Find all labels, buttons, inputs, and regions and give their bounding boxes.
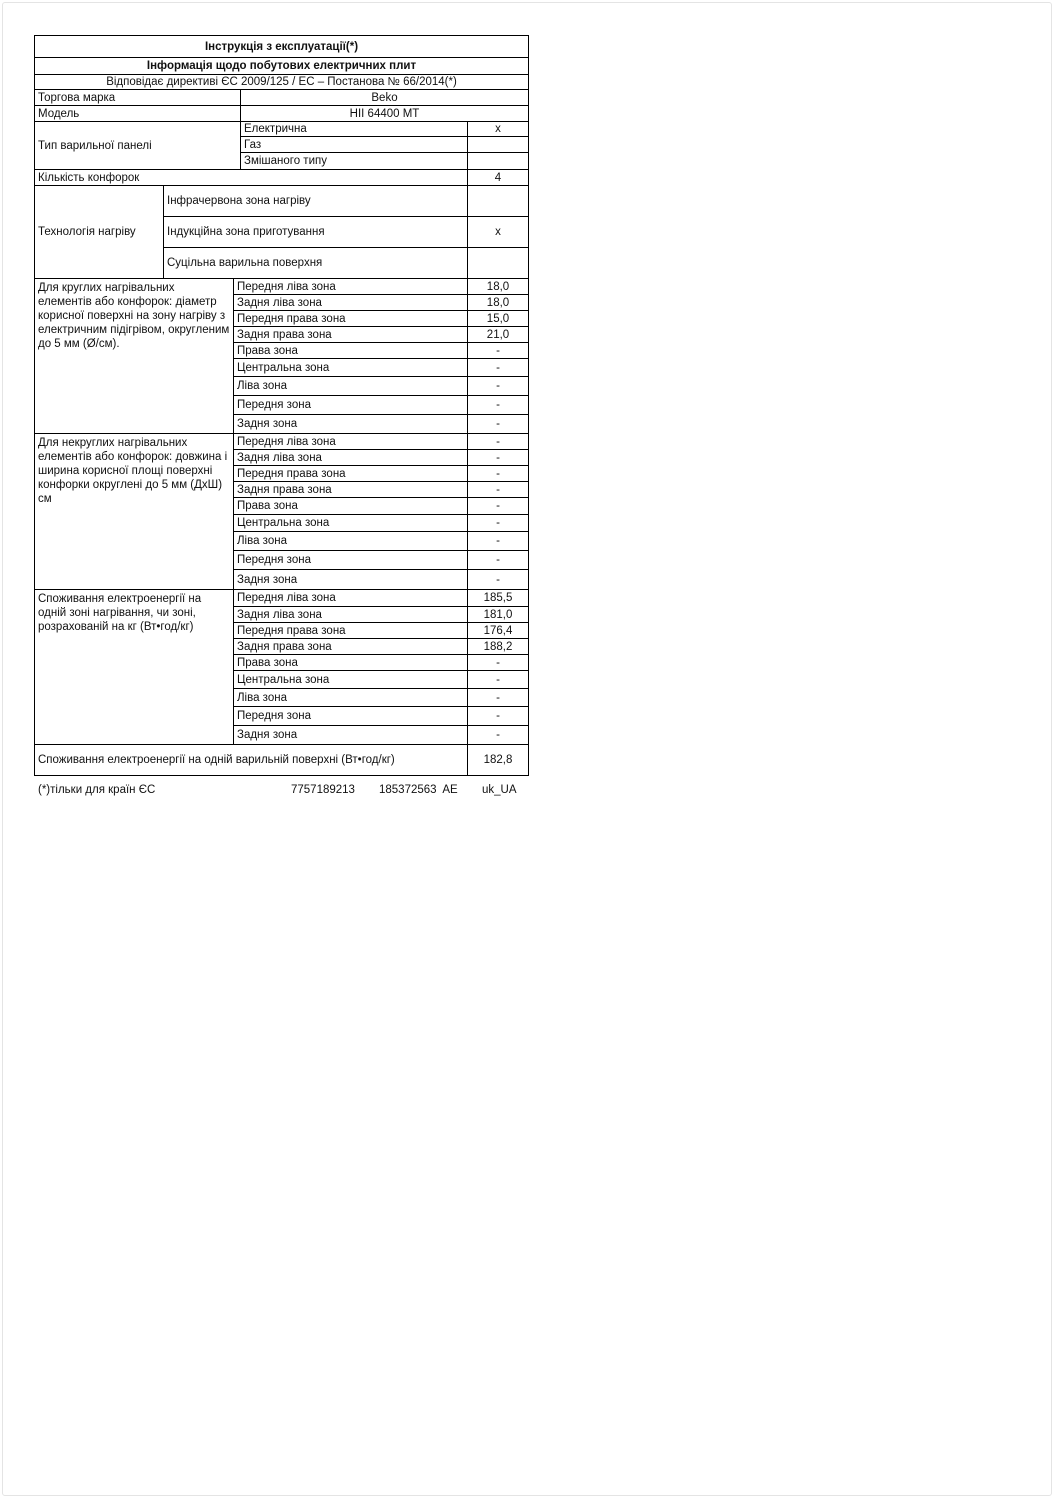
zone-name: Передня права зона bbox=[237, 467, 346, 480]
zone-name: Права зона bbox=[237, 656, 298, 669]
hob-type-name: Електрична bbox=[244, 123, 307, 135]
consumption-zone-row bbox=[234, 639, 528, 655]
hob-type-mark bbox=[467, 153, 528, 169]
heating-tech-options bbox=[163, 186, 528, 278]
brand-label: Торгова марка bbox=[38, 91, 116, 104]
hob-type-option bbox=[241, 122, 528, 137]
zone-value: - bbox=[467, 726, 528, 744]
consumption-zone-row bbox=[234, 607, 528, 623]
document-subtitle: Інформація щодо побутових електричних плит bbox=[146, 60, 417, 72]
consumption-zone-row bbox=[234, 689, 528, 707]
brand-value: Beko bbox=[240, 90, 528, 105]
zone-value: - bbox=[467, 466, 528, 481]
zone-value: - bbox=[467, 482, 528, 497]
consumption-zones-label: Споживання електроенергії на одній зоні нагрівання, чи зоні, розрахованій на кг (Вт•год/кг) bbox=[38, 593, 202, 633]
zone-name: Задня зона bbox=[237, 573, 298, 586]
nonround-zone-row bbox=[234, 434, 528, 450]
zone-name: Передня права зона bbox=[237, 312, 346, 325]
hob-type-mark: x bbox=[467, 122, 528, 136]
zone-name: Центральна зона bbox=[237, 517, 330, 529]
consumption-total-row bbox=[35, 745, 528, 775]
zone-name: Задня ліва зона bbox=[237, 296, 322, 309]
round-zones-label: Для круглих нагрівальних елементів або конфорок: діаметр корисної поверхні на зону нагріву з електричним підігрівом, округленим до 5 мм (Ø/см). bbox=[38, 282, 230, 350]
hob-type-option bbox=[241, 137, 528, 153]
zone-value: - bbox=[467, 655, 528, 670]
hob-type-mark bbox=[467, 137, 528, 152]
heating-tech-name: Суцільна варильна поверхня bbox=[167, 257, 323, 269]
consumption-zones-section bbox=[35, 590, 528, 745]
footer-code-2: 185372563 AE bbox=[379, 784, 458, 796]
heating-tech-mark: x bbox=[467, 217, 528, 247]
consumption-zone-row bbox=[234, 590, 528, 607]
zone-value: - bbox=[467, 434, 528, 449]
heating-tech-name: Індукційна зона приготування bbox=[167, 226, 325, 238]
zone-name: Передня ліва зона bbox=[237, 592, 336, 604]
zone-value: 176,4 bbox=[467, 623, 528, 638]
round-zone-row bbox=[234, 359, 528, 377]
heating-tech-option bbox=[164, 186, 528, 217]
round-zone-row bbox=[234, 279, 528, 295]
zone-value: 21,0 bbox=[467, 327, 528, 342]
directive-text: Відповідає директиві ЄС 2009/125 / ЕС – Постанова № 66/2014(*) bbox=[106, 76, 457, 88]
zone-name: Передня ліва зона bbox=[237, 280, 336, 293]
nonround-zone-row bbox=[234, 450, 528, 466]
consumption-total-value: 182,8 bbox=[467, 745, 528, 775]
footer-code-1: 7757189213 bbox=[291, 784, 355, 796]
hob-type-name: Змішаного типу bbox=[244, 155, 327, 167]
zone-name: Задня права зона bbox=[237, 483, 332, 496]
zone-value: 15,0 bbox=[467, 311, 528, 326]
zone-name: Передня зона bbox=[237, 399, 311, 411]
zones-count-value: 4 bbox=[467, 170, 528, 185]
zone-name: Задня ліва зона bbox=[237, 608, 322, 621]
round-zone-row bbox=[234, 343, 528, 359]
zone-value: 185,5 bbox=[467, 590, 528, 606]
document-title: Інструкція з експлуатації(*) bbox=[204, 40, 359, 53]
round-zone-row bbox=[234, 415, 528, 433]
zone-name: Задня права зона bbox=[237, 640, 332, 653]
nonround-zone-row bbox=[234, 482, 528, 498]
round-zone-row bbox=[234, 295, 528, 311]
zone-name: Центральна зона bbox=[237, 361, 330, 374]
zones-count-label: Кількість конфорок bbox=[38, 171, 140, 184]
nonround-zone-row bbox=[234, 551, 528, 570]
round-zones-section bbox=[35, 279, 528, 434]
document-footer bbox=[38, 782, 528, 798]
directive-row bbox=[35, 75, 528, 90]
nonround-zones-label: Для некруглих нагрівальних елементів або конфорок: довжина і ширина корисної площі поверхні конфорки округлені до 5 мм (ДхШ) см bbox=[38, 437, 228, 505]
zone-name: Ліва зона bbox=[237, 691, 287, 704]
zone-value: - bbox=[467, 450, 528, 465]
zone-value: - bbox=[467, 689, 528, 706]
nonround-zone-row bbox=[234, 532, 528, 551]
nonround-zone-row bbox=[234, 466, 528, 482]
zone-value: 18,0 bbox=[467, 279, 528, 294]
zone-name: Передня зона bbox=[237, 554, 311, 566]
heating-tech-section bbox=[35, 186, 528, 279]
subtitle-row bbox=[35, 58, 528, 75]
nonround-zone-row bbox=[234, 570, 528, 589]
zone-value: - bbox=[467, 551, 528, 569]
round-zones-rows bbox=[233, 279, 528, 433]
round-zone-row bbox=[234, 327, 528, 343]
zones-count-row bbox=[35, 170, 528, 186]
heating-tech-mark bbox=[467, 186, 528, 216]
zone-name: Задня зона bbox=[237, 418, 298, 430]
hob-type-section bbox=[35, 122, 528, 170]
zone-value: - bbox=[467, 498, 528, 514]
zone-value: - bbox=[467, 570, 528, 589]
round-zone-row bbox=[234, 311, 528, 327]
zone-name: Ліва зона bbox=[237, 535, 287, 547]
zone-value: 18,0 bbox=[467, 295, 528, 310]
title-row bbox=[35, 36, 528, 58]
zone-name: Передня права зона bbox=[237, 624, 346, 637]
zone-name: Передня ліва зона bbox=[237, 435, 336, 448]
zone-value: - bbox=[467, 359, 528, 376]
hob-type-label: Тип варильної панелі bbox=[38, 139, 152, 152]
consumption-total-label: Споживання електроенергії на одній варильній поверхні (Вт•год/кг) bbox=[38, 754, 395, 766]
zone-name: Центральна зона bbox=[237, 673, 330, 686]
hob-type-option bbox=[241, 153, 528, 169]
zone-name: Задня права зона bbox=[237, 328, 332, 341]
zone-value: 181,0 bbox=[467, 607, 528, 622]
heating-tech-option bbox=[164, 248, 528, 278]
zone-value: - bbox=[467, 671, 528, 688]
nonround-zones-rows bbox=[233, 434, 528, 589]
model-label: Модель bbox=[38, 107, 80, 120]
consumption-zone-row bbox=[234, 655, 528, 671]
consumption-zone-row bbox=[234, 623, 528, 639]
nonround-zone-row bbox=[234, 498, 528, 515]
zone-value: - bbox=[467, 707, 528, 725]
zone-name: Ліва зона bbox=[237, 380, 287, 392]
zone-value: - bbox=[467, 532, 528, 550]
zone-value: - bbox=[467, 396, 528, 414]
zone-value: - bbox=[467, 377, 528, 395]
zone-value: 188,2 bbox=[467, 639, 528, 654]
consumption-zones-rows bbox=[233, 590, 528, 744]
zone-value: - bbox=[467, 415, 528, 433]
consumption-zone-row bbox=[234, 671, 528, 689]
hob-type-name: Газ bbox=[244, 138, 262, 151]
heating-tech-label: Технологія нагріву bbox=[38, 226, 136, 238]
nonround-zones-section bbox=[35, 434, 528, 590]
nonround-zone-row bbox=[234, 515, 528, 532]
consumption-zone-row bbox=[234, 726, 528, 744]
heating-tech-name: Інфрачервона зона нагріву bbox=[167, 195, 311, 207]
zone-name: Передня зона bbox=[237, 710, 311, 722]
zone-name: Права зона bbox=[237, 344, 298, 357]
zone-value: - bbox=[467, 343, 528, 358]
model-value: HII 64400 MT bbox=[240, 106, 528, 121]
consumption-zone-row bbox=[234, 707, 528, 726]
zone-name: Права зона bbox=[237, 500, 298, 512]
model-row bbox=[35, 106, 528, 122]
zone-value: - bbox=[467, 515, 528, 531]
round-zone-row bbox=[234, 377, 528, 396]
energy-info-table bbox=[34, 35, 529, 776]
footer-note: (*)тільки для країн ЄС bbox=[38, 784, 156, 796]
zone-name: Задня зона bbox=[237, 729, 298, 741]
round-zone-row bbox=[234, 396, 528, 415]
heating-tech-option bbox=[164, 217, 528, 248]
footer-locale: uk_UA bbox=[482, 784, 517, 796]
brand-row bbox=[35, 90, 528, 106]
zone-name: Задня ліва зона bbox=[237, 451, 322, 464]
hob-type-options bbox=[240, 122, 528, 169]
heating-tech-mark bbox=[467, 248, 528, 278]
